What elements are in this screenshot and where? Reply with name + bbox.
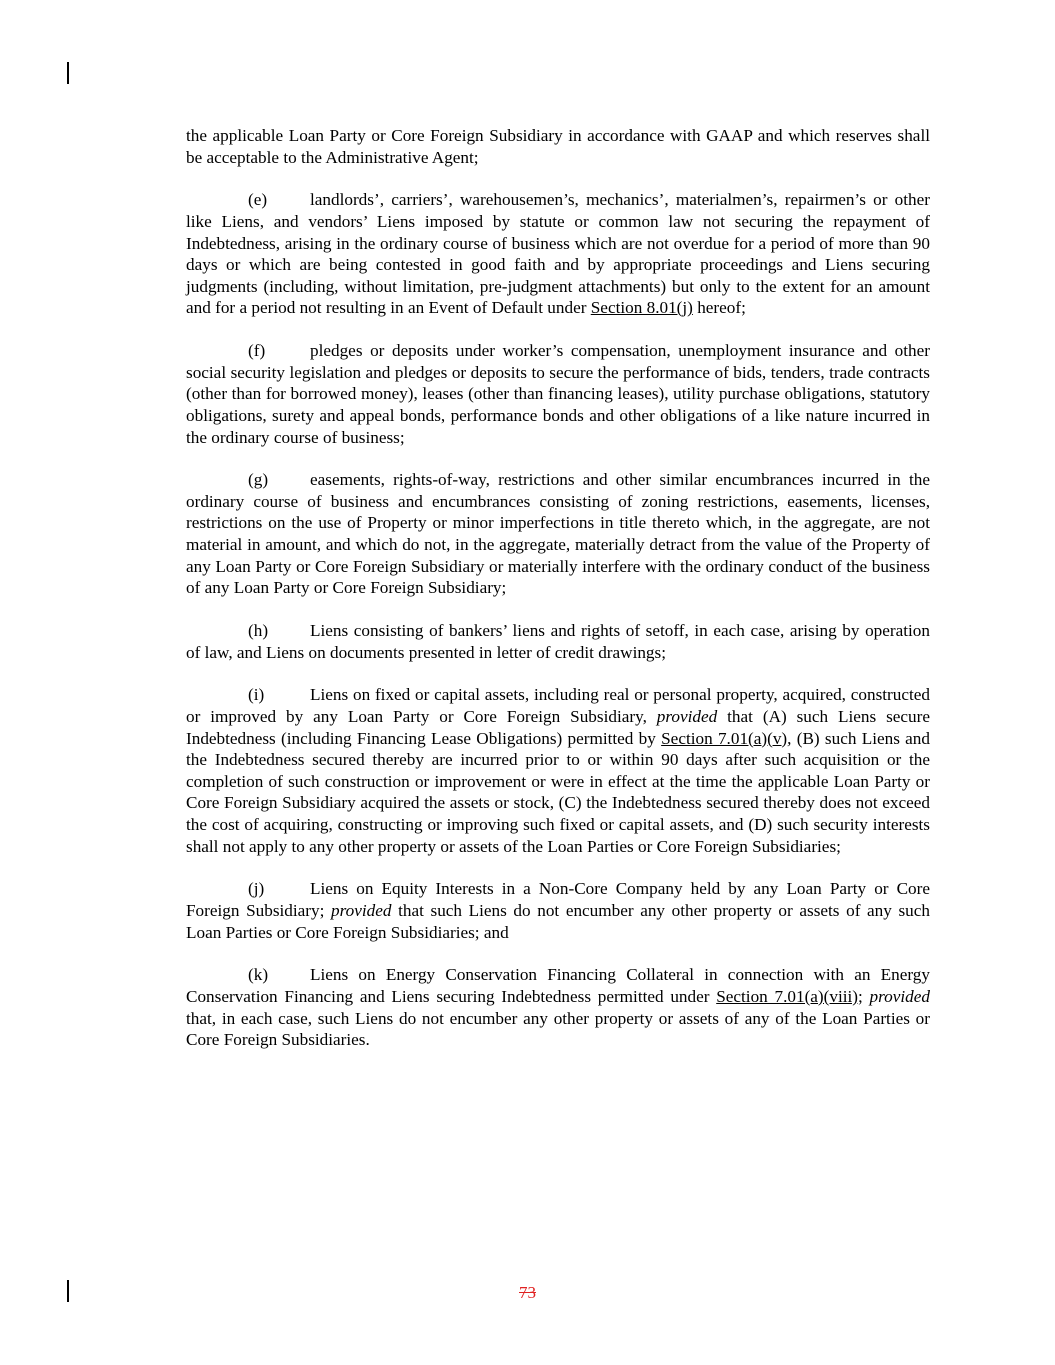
clause-label: (g): [248, 470, 269, 490]
clause-text: Liens on fixed or capital assets, including real or personal property, acquired, constructed or improved by any Loan Party or Core Foreign Subsidiary,: [186, 685, 930, 726]
page-number: 73: [519, 1283, 536, 1302]
intro-paragraph: [186, 125, 930, 168]
clause-label: (h): [248, 621, 269, 641]
clause-text: , (B) such Liens and the Indebtedness secured thereby are incurred prior to or within 90 days after such acquisition or the completion of such construction or improvement or were in effect at the time the applicable Loan Party or Core Foreign Subsidiary acquired the assets or stock, (C) the Indebtedness secured thereby does not exceed the cost of acquiring, constructing or improving such fixed or capital assets, and (D) such security interests shall not apply to any other property or assets of the Loan Parties or Core Foreign Subsidiaries;: [186, 728, 930, 856]
clause-text: Liens on Energy Conservation Financing Collateral in connection with an Energy Conservation Financing and Liens securing Indebtedness permitted under: [186, 965, 930, 1006]
clause-f: [186, 340, 930, 448]
clause-text: pledges or deposits under worker’s compensation, unemployment insurance and other social security legislation and pledges or deposits to secure the performance of bids, tenders, trade contracts (other than for borrowed money), leases (other than financing leases), utility purchase obligations, statutory obligations, surety and appeal bonds, performance bonds and other obligations of a like nature incurred in the ordinary course of business;: [186, 341, 930, 447]
provided-emphasis: provided: [869, 986, 930, 1006]
clause-text: Liens on Equity Interests in a Non-Core Company held by any Loan Party or Core Foreign Subsidiary;: [186, 879, 930, 920]
clause-label: (i): [248, 685, 265, 705]
clause-text: easements, rights-of-way, restrictions and other similar encumbrances incurred in the ordinary course of business and encumbrances consisting of zoning restrictions, easements, licenses, restrictions on the use of Property or minor imperfections in title thereto which, in the aggregate, are not material in amount, and which do not, in the aggregate, materially detract from the value of the Property of any Loan Party or Core Foreign Subsidiary or materially interfere with the ordinary conduct of the business of any Loan Party or Core Foreign Subsidiary;: [186, 470, 930, 598]
section-reference-link[interactable]: Section 7.01(a)(v): [661, 728, 788, 748]
clause-text: that such Liens do not encumber any other property or assets of any such Loan Parties or Core Foreign Subsidiaries; and: [186, 900, 930, 942]
section-reference-link[interactable]: Section 8.01(j): [590, 298, 693, 318]
document-body: [186, 125, 930, 1072]
clause-text: ;: [858, 986, 870, 1006]
clause-h: [186, 620, 930, 663]
clause-k: [186, 964, 930, 1050]
clause-label: (f): [248, 341, 266, 361]
clause-text: hereof;: [692, 298, 746, 318]
clause-text: that (A) such Liens secure Indebtedness (including Financing Lease Obligations) permitted by: [186, 707, 931, 748]
change-bar-top: [67, 62, 69, 84]
clause-label: (j): [248, 879, 265, 899]
clause-text: that, in each case, such Liens do not encumber any other property or assets of any of the Loan Parties or Core Foreign Subsidiaries.: [186, 1008, 930, 1050]
clause-text: Liens consisting of bankers’ liens and rights of setoff, in each case, arising by operation of law, and Liens on documents presented in letter of credit drawings;: [186, 621, 930, 662]
clause-g: [186, 469, 930, 599]
intro-text: the applicable Loan Party or Core Foreign Subsidiary in accordance with GAAP and which reserves shall be acceptable to the Administrative Agent;: [186, 126, 930, 167]
clause-i: [186, 684, 930, 857]
clause-text: landlords’, carriers’, warehousemen’s, mechanics’, materialmen’s, repairmen’s or other like Liens, and vendors’ Liens imposed by statute or common law not securing the repayment of Indebtedness, arising in the ordinary course of business which are not overdue for a period of more than 90 days or which are being contested in good faith and by appropriate proceedings and Liens securing judgments (including, without limitation, pre-judgment attachments) but only to the extent for an amount and for a period not resulting in an Event of Default under: [186, 190, 930, 318]
section-reference-link[interactable]: Section 7.01(a)(viii): [716, 986, 859, 1006]
clause-label: (k): [248, 965, 269, 985]
provided-emphasis: provided: [331, 900, 392, 920]
provided-emphasis: provided: [656, 707, 718, 726]
clause-label: (e): [248, 190, 268, 210]
clause-e: [186, 189, 930, 319]
clause-j: [186, 878, 930, 943]
